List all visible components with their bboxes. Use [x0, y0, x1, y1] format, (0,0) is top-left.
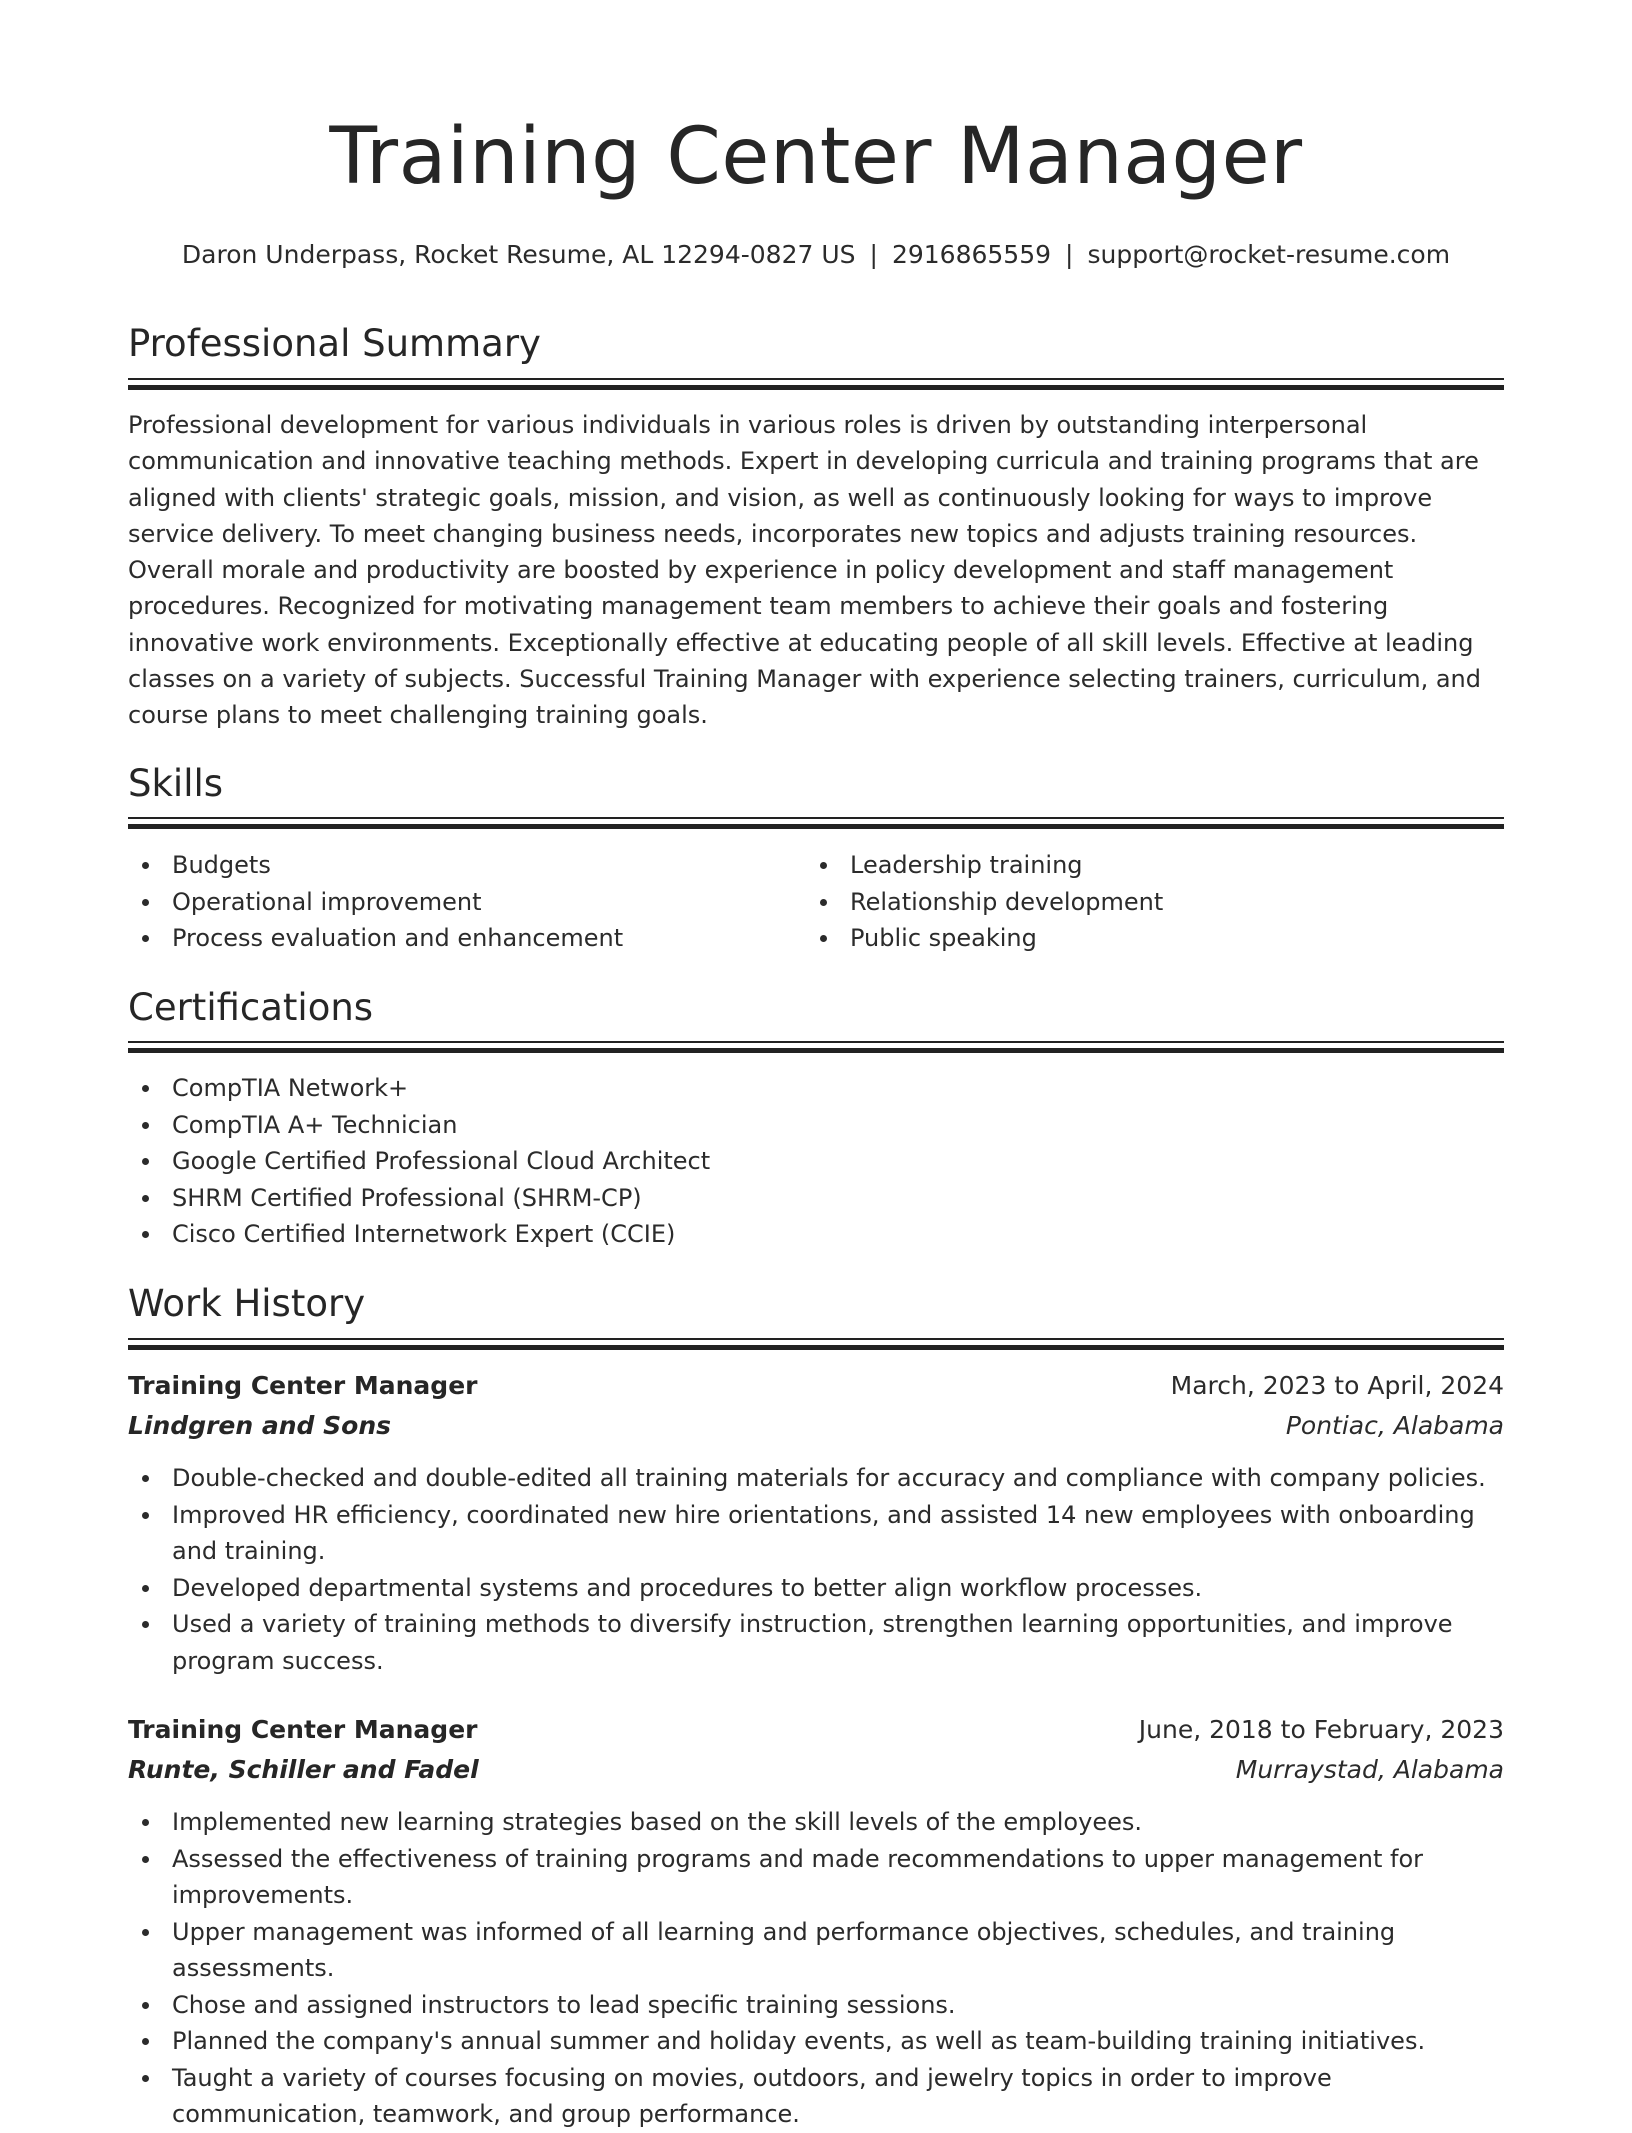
job-location: Pontiac, Alabama — [1285, 1411, 1504, 1440]
contact-address: Daron Underpass, Rocket Resume, AL 12294-0827 US — [181, 240, 856, 269]
certification-item: CompTIA Network+ — [128, 1070, 1504, 1107]
job-bullet: Planned the company's annual summer and holiday events, as well as team-building training initiatives. — [128, 2023, 1504, 2060]
job-bullet: Implemented new learning strategies based on the skill levels of the employees. — [128, 1804, 1504, 1841]
job-bullet: Assessed the effectiveness of training programs and made recommendations to upper management for improvements. — [128, 1841, 1504, 1914]
skills-list-left — [128, 847, 788, 957]
skills-heading: Skills — [128, 762, 224, 805]
skills-list-right — [806, 847, 1466, 957]
job-header — [128, 1715, 1504, 1784]
job-bullet: Developed departmental systems and procedures to better align workflow processes. — [128, 1570, 1504, 1607]
job-bullet: Chose and assigned instructors to lead specific training sessions. — [128, 1987, 1504, 2024]
contact-separator: | — [1065, 240, 1074, 269]
contact-line — [128, 240, 1504, 269]
job-bullets — [128, 1460, 1504, 1679]
work-history-heading: Work History — [128, 1282, 366, 1325]
job-dates: June, 2018 to February, 2023 — [1138, 1715, 1504, 1744]
job-title: Training Center Manager — [128, 1715, 478, 1744]
certification-item: SHRM Certified Professional (SHRM-CP) — [128, 1180, 1504, 1217]
skill-item: Budgets — [128, 847, 788, 884]
skill-item: Leadership training — [806, 847, 1466, 884]
summary-heading: Professional Summary — [128, 322, 541, 365]
job-bullet: Used a variety of training methods to diversify instruction, strengthen learning opportunities, and improve program success. — [128, 1606, 1504, 1679]
certification-item: CompTIA A+ Technician — [128, 1107, 1504, 1144]
contact-separator: | — [869, 240, 878, 269]
summary-text: Professional development for various individuals in various roles is driven by outstanding interpersonal communication and innovative teaching methods. Expert in developing curricula and training programs that are aligned with clients' strategic goals, mission, and vision, as well as continuously looking for ways to improve service delivery. To meet changing business needs, incorporates new topics and adjusts training resources. Overall morale and productivity are boosted by experience in policy development and staff management procedures. Recognized for motivating management team members to achieve their goals and fostering innovative work environments. Exceptionally effective at educating people of all skill levels. Effective at leading classes on a variety of subjects. Successful Training Manager with experience selecting trainers, curriculum, and course plans to meet challenging training goals. — [128, 411, 1481, 730]
certification-item: Google Certified Professional Cloud Architect — [128, 1143, 1504, 1180]
job-bullet: Taught a variety of courses focusing on movies, outdoors, and jewelry topics in order to improve communication, teamwork, and group performance. — [128, 2060, 1504, 2133]
contact-phone: 2916865559 — [891, 240, 1052, 269]
section-rule — [128, 378, 1504, 390]
job-location: Murraystad, Alabama — [1235, 1755, 1504, 1784]
certifications-heading: Certifications — [128, 986, 374, 1029]
job-bullet: Double-checked and double-edited all training materials for accuracy and compliance with company policies. — [128, 1460, 1504, 1497]
skill-item: Operational improvement — [128, 884, 788, 921]
job-company: Lindgren and Sons — [128, 1411, 392, 1440]
skill-item: Public speaking — [806, 920, 1466, 957]
section-rule — [128, 1041, 1504, 1053]
skill-item: Relationship development — [806, 884, 1466, 921]
job-title: Training Center Manager — [128, 1371, 478, 1400]
contact-email[interactable]: support@rocket-resume.com — [1087, 240, 1451, 269]
skill-item: Process evaluation and enhancement — [128, 920, 788, 957]
job-company: Runte, Schiller and Fadel — [128, 1755, 479, 1784]
job-header — [128, 1371, 1504, 1440]
job-bullets — [128, 1804, 1504, 2133]
job-bullet: Upper management was informed of all learning and performance objectives, schedules, and training assessments. — [128, 1914, 1504, 1987]
section-rule — [128, 817, 1504, 829]
section-rule — [128, 1338, 1504, 1350]
resume-title: Training Center Manager — [329, 112, 1303, 202]
job-bullet: Improved HR efficiency, coordinated new hire orientations, and assisted 14 new employees with onboarding and training. — [128, 1497, 1504, 1570]
certification-item: Cisco Certified Internetwork Expert (CCIE) — [128, 1216, 1504, 1253]
job-dates: March, 2023 to April, 2024 — [1170, 1371, 1504, 1400]
certifications-list — [128, 1070, 1504, 1253]
